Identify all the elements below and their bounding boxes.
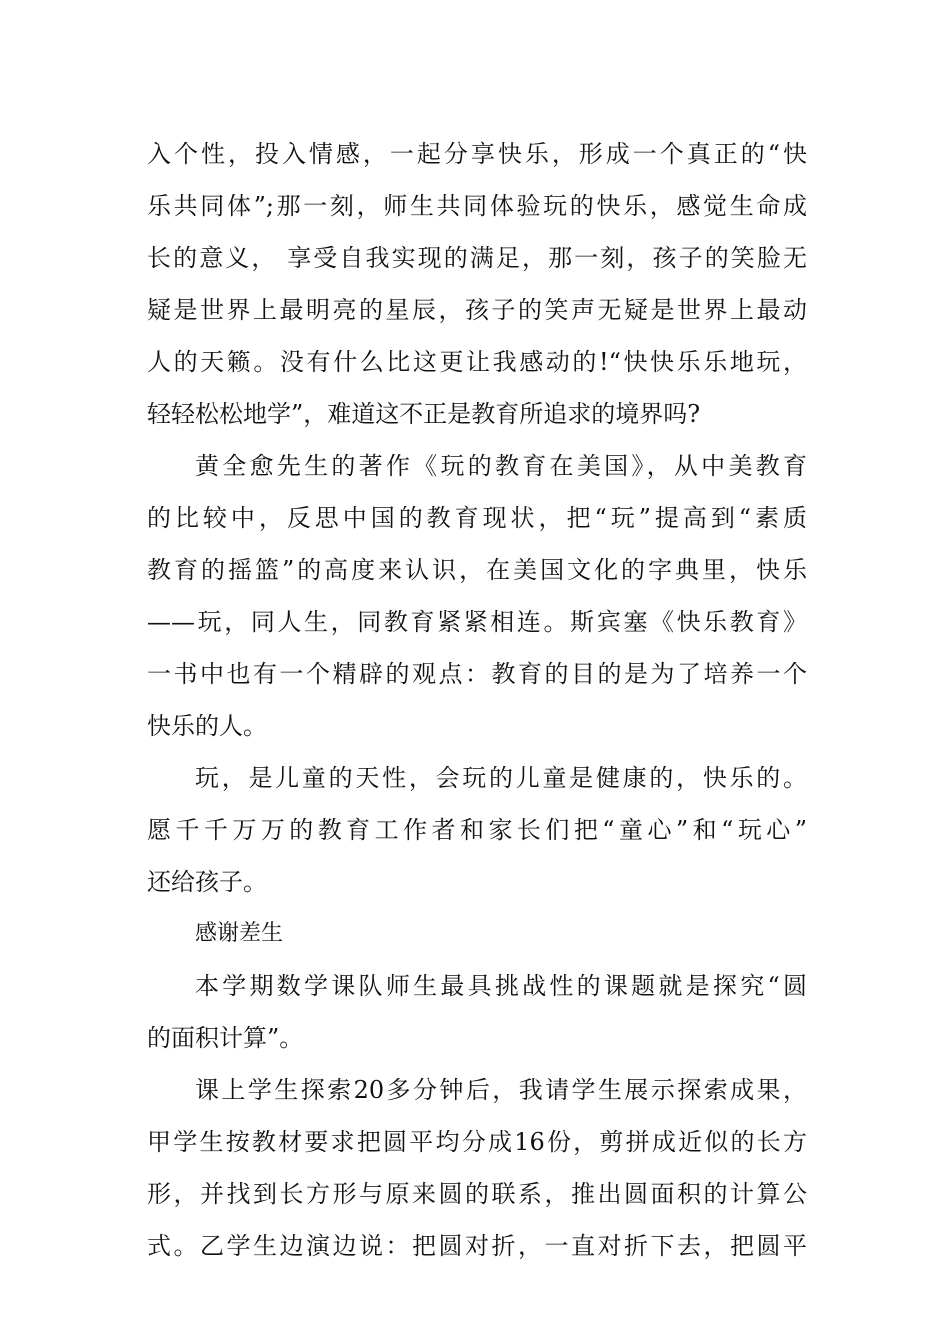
- text-line-1: 入个性，投入情感，一起分享快乐，形成一个真正的“快: [147, 140, 807, 168]
- text-line-19: 课上学生探索20多分钟后，我请学生展示探索成果，: [195, 1076, 807, 1104]
- section-heading: 感谢差生: [195, 921, 284, 946]
- text-line-4: 疑是世界上最明亮的星辰，孩子的笑声无疑是世界上最动: [147, 296, 807, 324]
- text-line-6: 轻轻松松地学”，难道这不正是教育所追求的境界吗?: [147, 400, 701, 428]
- text-line-14: 愿千千万万的教育工作者和家长们把“童心”和“玩心”: [147, 816, 807, 844]
- text-line-15: 还给孩子。: [147, 868, 267, 896]
- text-line-21: 形，并找到长方形与原来圆的联系，推出圆面积的计算公: [147, 1180, 807, 1208]
- text-line-8: 的比较中，反思中国的教育现状，把“玩”提高到“素质: [147, 504, 807, 532]
- text-line-13: 玩，是儿童的天性，会玩的儿童是健康的，快乐的。: [195, 764, 807, 792]
- text-line-3: 长的意义， 享受自我实现的满足，那一刻，孩子的笑脸无: [147, 244, 807, 272]
- text-line-10: ——玩，同人生，同教育紧紧相连。斯宾塞《快乐教育》: [147, 608, 807, 636]
- text-line-7: 黄全愈先生的著作《玩的教育在美国》，从中美教育: [195, 452, 807, 480]
- text-line-2: 乐共同体”;那一刻，师生共同体验玩的快乐，感觉生命成: [147, 192, 807, 220]
- text-line-20: 甲学生按教材要求把圆平均分成16份，剪拼成近似的长方: [147, 1128, 807, 1156]
- text-line-22: 式。乙学生边演边说：把圆对折，一直对折下去，把圆平: [147, 1232, 807, 1260]
- text-line-17: 本学期数学课队师生最具挑战性的课题就是探究“圆: [195, 972, 807, 1000]
- text-line-12: 快乐的人。: [147, 712, 267, 740]
- text-line-18: 的面积计算”。: [147, 1024, 304, 1052]
- text-line-9: 教育的摇篮”的高度来认识，在美国文化的字典里，快乐: [147, 556, 807, 584]
- text-line-5: 人的天籁。没有什么比这更让我感动的!“快快乐乐地玩，: [147, 348, 807, 376]
- text-line-11: 一书中也有一个精辟的观点：教育的目的是为了培养一个: [147, 660, 807, 688]
